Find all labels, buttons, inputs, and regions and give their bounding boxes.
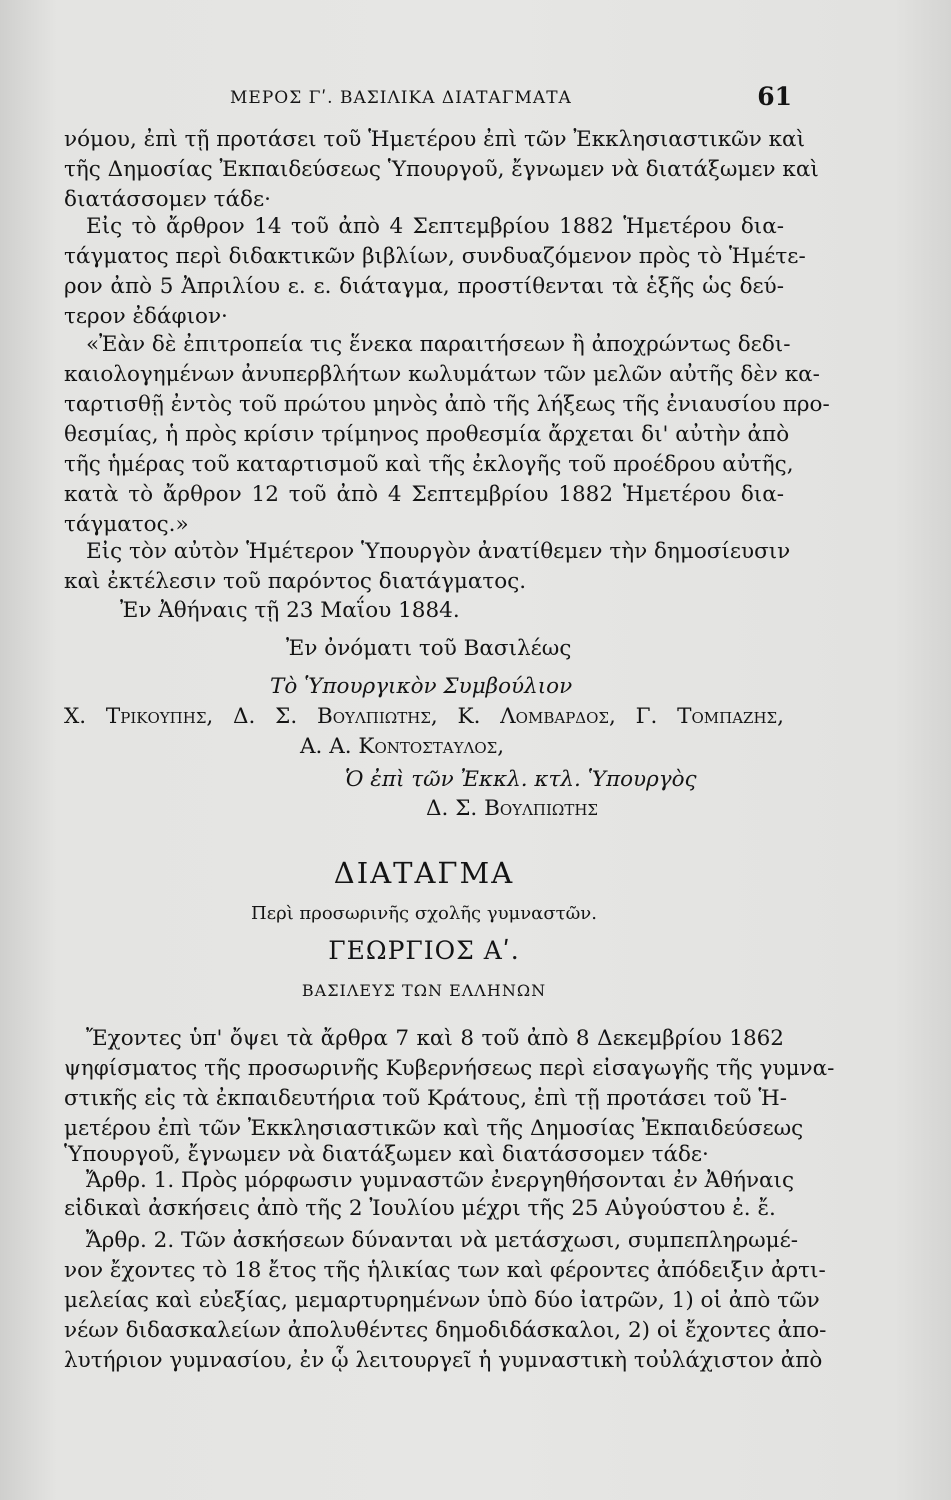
decree-title: ΔΙΑΤΑΓΜΑ <box>333 856 515 890</box>
text-line: τῆς ἡμέρας τοῦ καταρτισμοῦ καὶ τῆς ἐκλογῆς τοῦ προέδρου αὐτῆς, <box>64 452 794 477</box>
text-line: καιολογημένων ἀνυπερβλήτων κωλυμάτων τῶν μελῶν αὐτῆς δὲν κα- <box>64 362 820 387</box>
signatories-line: Χ. Τρικουπης, Δ. Σ. Βουλπιωτης, Κ. Λομβαρδος, Γ. Τομπαζης, <box>64 704 784 729</box>
king-title: ΒΑΣΙΛΕΥΣ ΤΩΝ ΕΛΛΗΝΩΝ <box>301 981 547 1000</box>
text-line: ρον ἀπὸ 5 Ἀπριλίου ε. ε. διάταγμα, προστίθενται τὰ ἑξῆς ὡς δεύ- <box>64 274 784 299</box>
article-line: Ἄρθρ. 2. Τῶν ἀσκήσεων δύνανται νὰ μετάσχωσι, συμπεπληρωμέ- <box>86 1228 799 1253</box>
text-line: λυτήριον γυμνασίου, ἐν ᾧ λειτουργεῖ ἡ γυμναστικὴ τοὐλάχιστον ἀπὸ <box>64 1348 823 1373</box>
page-number: 61 <box>757 82 792 111</box>
text-line: Ὑπουργοῦ, ἔγνωμεν νὰ διατάξωμεν καὶ διατάσσομεν τάδε· <box>64 1142 709 1167</box>
council-line: Τὸ Ὑπουργικὸν Συμβούλιον <box>270 674 573 699</box>
text-line: τῆς Δημοσίας Ἐκπαιδεύσεως Ὑπουργοῦ, ἔγνωμεν νὰ διατάξωμεν καὶ <box>64 157 819 182</box>
text-line: καὶ ἐκτέλεσιν τοῦ παρόντος διατάγματος. <box>64 569 527 594</box>
text-line: μελείας καὶ εὐεξίας, μεμαρτυρημένων ὑπὸ δύο ἰατρῶν, 1) οἱ ἀπὸ τῶν <box>64 1288 820 1313</box>
in-the-name-line: Ἐν ὀνόματι τοῦ Βασιλέως <box>286 636 572 661</box>
decree-subtitle: Περὶ προσωρινῆς σχολῆς γυμναστῶν. <box>251 903 597 924</box>
text-line: θεσμίας, ἡ πρὸς κρίσιν τρίμηνος προθεσμία ἄρχεται δι' αὐτὴν ἀπὸ <box>64 422 790 447</box>
king-name: ΓΕΩΡΓΙΟΣ Αʹ. <box>328 936 520 965</box>
minister-name-line: Δ. Σ. Βουλπιωτης <box>426 796 599 821</box>
text-line: νόμου, ἐπὶ τῇ προτάσει τοῦ Ἡμετέρου ἐπὶ τῶν Ἐκκλησιαστικῶν καὶ <box>64 127 805 152</box>
text-line: εἰδικαὶ ἀσκήσεις ἀπὸ τῆς 2 Ἰουλίου μέχρι τῆς 25 Αὐγούστου ἐ. ἔ. <box>64 1196 776 1221</box>
text-line: στικῆς εἰς τὰ ἐκπαιδευτήρια τοῦ Κράτους, ἐπὶ τῇ προτάσει τοῦ Ἡ- <box>64 1086 787 1111</box>
text-line: ψηφίσματος τῆς προσωρινῆς Κυβερνήσεως περὶ εἰσαγωγῆς τῆς γυμνα- <box>64 1056 835 1081</box>
text-line: τάγματος.» <box>64 512 189 537</box>
date-line: Ἐν Ἀθήναις τῇ 23 Μαΐου 1884. <box>120 598 460 623</box>
text-line: τερον ἐδάφιον· <box>64 304 228 329</box>
text-line: κατὰ τὸ ἄρθρον 12 τοῦ ἀπὸ 4 Σεπτεμβρίου 1882 Ἡμετέρου δια- <box>64 482 784 507</box>
text-line: διατάσσομεν τάδε· <box>64 187 271 212</box>
text-line: Εἰς τὸ ἄρθρον 14 τοῦ ἀπὸ 4 Σεπτεμβρίου 1882 Ἡμετέρου δια- <box>86 214 784 239</box>
text-line: Εἰς τὸν αὐτὸν Ἡμέτερον Ὑπουργὸν ἀνατίθεμεν τὴν δημοσίευσιν <box>86 539 791 564</box>
signatory-line: Α. Α. Κοντοσταυλος, <box>300 734 505 759</box>
minister-title-line: Ὁ ἐπὶ τῶν Ἐκκλ. κτλ. Ὑπουργὸς <box>345 767 697 792</box>
text-line: τάγματος περὶ διδακτικῶν βιβλίων, συνδυαζόμενον πρὸς τὸ Ἡμέτε- <box>64 244 806 269</box>
text-line: μετέρου ἐπὶ τῶν Ἐκκλησιαστικῶν καὶ τῆς Δημοσίας Ἐκπαιδεύσεως <box>64 1116 804 1141</box>
text-line: νον ἔχοντες τὸ 18 ἔτος τῆς ἡλικίας των καὶ φέροντες ἀπόδειξιν ἀρτι- <box>64 1258 826 1283</box>
running-head: ΜΕΡΟΣ Γʹ. ΒΑΣΙΛΙΚΑ ΔΙΑΤΑΓΜΑΤΑ <box>230 88 572 108</box>
text-line: Ἔχοντες ὑπ' ὄψει τὰ ἄρθρα 7 καὶ 8 τοῦ ἀπὸ 8 Δεκεμβρίου 1862 <box>86 1026 784 1051</box>
text-line: ταρτισθῇ ἐντὸς τοῦ πρώτου μηνὸς ἀπὸ τῆς λήξεως τῆς ἐνιαυσίου προ- <box>64 392 830 417</box>
text-line: «Ἐὰν δὲ ἐπιτροπεία τις ἕνεκα παραιτήσεων ἢ ἀποχρώντως δεδι- <box>86 332 791 357</box>
article-line: Ἄρθρ. 1. Πρὸς μόρφωσιν γυμναστῶν ἐνεργηθήσονται ἐν Ἀθήναις <box>86 1168 795 1193</box>
page-header <box>230 84 792 118</box>
text-line: νέων διδασκαλείων ἀπολυθέντες δημοδιδάσκαλοι, 2) οἱ ἔχοντες ἀπο- <box>64 1318 827 1343</box>
